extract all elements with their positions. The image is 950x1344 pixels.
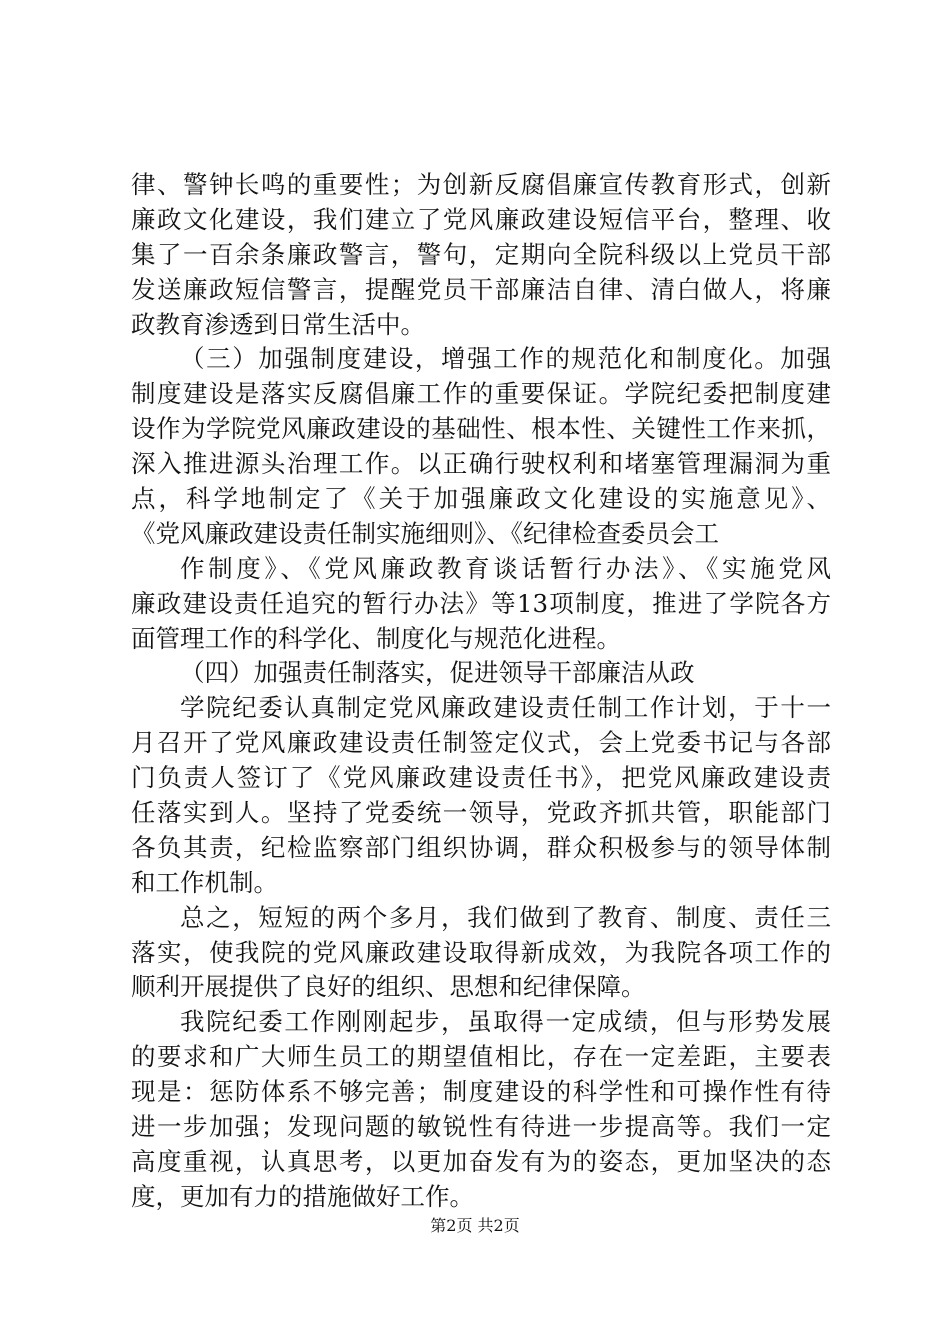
- body-line: 总之，短短的两个多月，我们做到了教育、制度、责任三: [180, 902, 831, 932]
- document-body: [131, 168, 831, 1215]
- body-line: 顺利开展提供了良好的组织、思想和纪律保障。: [131, 972, 646, 1002]
- body-line: 廉政建设责任追究的暂行办法》等13项制度，推进了学院各方: [131, 588, 831, 618]
- body-line: 落实，使我院的党风廉政建设取得新成效，为我院各项工作的: [131, 937, 831, 967]
- body-line: 高度重视，认真思考，以更加奋发有为的姿态，更加坚决的态: [131, 1146, 831, 1176]
- body-line: 度，更加有力的措施做好工作。: [131, 1181, 474, 1211]
- body-line: 门负责人签订了《党风廉政建设责任书》，把党风廉政建设责: [131, 763, 831, 793]
- body-line: 我院纪委工作刚刚起步，虽取得一定成绩，但与形势发展: [180, 1007, 831, 1037]
- body-line: 律、警钟长鸣的重要性；为创新反腐倡廉宣传教育形式，创新: [131, 170, 831, 199]
- body-line: 作制度》、《党风廉政教育谈话暂行办法》、《实施党风: [180, 553, 831, 583]
- body-line: 现是：惩防体系不够完善；制度建设的科学性和可操作性有待: [131, 1077, 831, 1107]
- body-line: 《党风廉政建设责任制实施细则》、《纪律检查委员会工: [131, 518, 719, 548]
- body-line: 和工作机制。: [131, 867, 278, 897]
- body-line: 面管理工作的科学化、制度化与规范化进程。: [131, 623, 621, 653]
- page-footer: 第2页 共2页: [430, 1216, 520, 1235]
- body-line: 的要求和广大师生员工的期望值相比，存在一定差距，主要表: [131, 1042, 831, 1072]
- body-line: 深入推进源头治理工作。以正确行驶权利和堵塞管理漏洞为重: [131, 449, 831, 479]
- section-heading-4: （四）加强责任制落实，促进领导干部廉洁从政: [180, 658, 695, 688]
- body-line: 发送廉政短信警言，提醒党员干部廉洁自律、清白做人，将廉: [131, 274, 831, 304]
- body-line: 进一步加强；发现问题的敏锐性有待进一步提高等。我们一定: [131, 1112, 831, 1142]
- body-line: 政教育渗透到日常生活中。: [131, 309, 425, 339]
- body-line: 集了一百余条廉政警言，警句，定期向全院科级以上党员干部: [131, 239, 831, 269]
- body-line: 月召开了党风廉政建设责任制签定仪式，会上党委书记与各部: [131, 728, 831, 758]
- body-line: 制度建设是落实反腐倡廉工作的重要保证。学院纪委把制度建: [131, 379, 831, 409]
- section-heading-3: （三）加强制度建设，增强工作的规范化和制度化。加强: [180, 344, 831, 374]
- body-line: 设作为学院党风廉政建设的基础性、根本性、关键性工作来抓，: [131, 414, 831, 444]
- body-line: 点，科学地制定了《关于加强廉政文化建设的实施意见》、: [131, 484, 831, 514]
- body-line: 学院纪委认真制定党风廉政建设责任制工作计划，于十一: [180, 693, 831, 723]
- body-line: 各负其责，纪检监察部门组织协调，群众积极参与的领导体制: [131, 832, 831, 862]
- body-line: 任落实到人。坚持了党委统一领导，党政齐抓共管，职能部门: [131, 798, 831, 828]
- body-line: 廉政文化建设，我们建立了党风廉政建设短信平台，整理、收: [131, 204, 831, 234]
